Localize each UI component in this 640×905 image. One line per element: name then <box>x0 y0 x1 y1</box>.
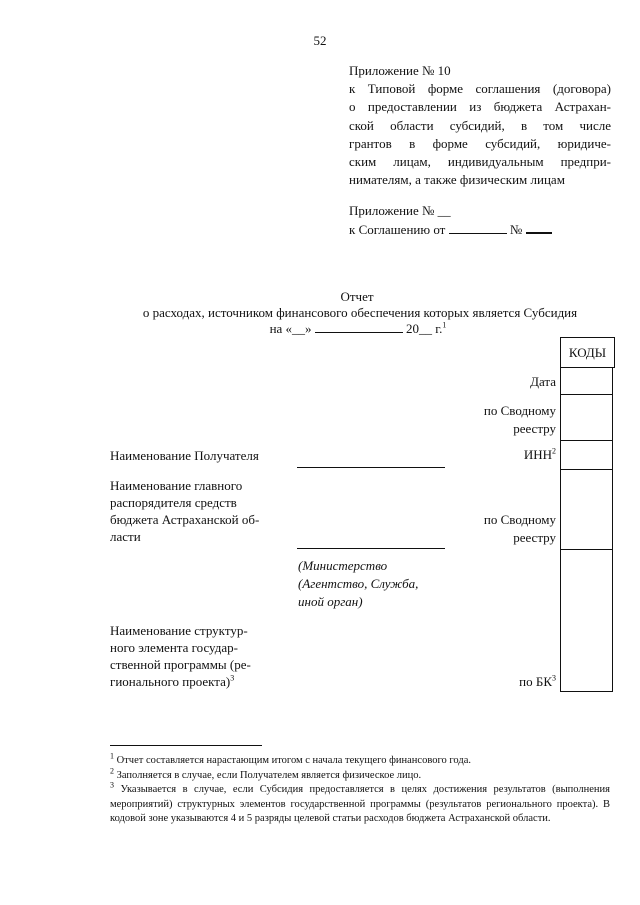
code-cell-registry-2 <box>560 469 613 550</box>
appendix-line: к Типовой форме соглашения (договора) <box>349 81 611 97</box>
agreement-reference-label: к Соглашению от <box>349 222 446 237</box>
code-cell-date <box>560 367 613 395</box>
label-main-manager-line: Наименование главного <box>110 478 243 493</box>
agreement-reference <box>349 220 552 239</box>
footnote-ref-2: 2 <box>552 446 556 456</box>
footnote-2 <box>110 766 610 784</box>
code-cell-inn <box>560 440 613 470</box>
appendix-note <box>349 62 611 189</box>
label-main-manager-line: бюджета Астраханской об- <box>110 512 260 527</box>
label-registry-2-a: по Сводному <box>483 512 556 527</box>
label-structural-line <box>110 673 280 690</box>
label-structural-line: ного элемента государ- <box>110 640 238 655</box>
report-month-blank <box>315 320 403 333</box>
label-inn-text: ИНН <box>523 447 552 462</box>
label-structural-line: ственной программы (ре- <box>110 657 251 672</box>
code-cell-bk <box>560 549 613 692</box>
footnote-3 <box>110 780 610 827</box>
footnote-text: Заполняется в случае, если Получателем является физическое лицо. <box>116 770 422 781</box>
appendix-line: о предоставлении из бюджета Астрахан- <box>349 99 611 115</box>
agreement-number-blank <box>526 220 552 234</box>
label-registry-1-b: реестру <box>513 421 556 436</box>
report-title: Отчет <box>340 289 374 304</box>
codes-header: КОДЫ <box>560 337 615 368</box>
footnote-ref-3b: 3 <box>230 673 235 683</box>
report-subtitle: о расходах, источником финансового обеспечения которых является Субсидия <box>142 305 578 320</box>
label-registry-2-b: реестру <box>513 530 556 545</box>
ministry-note <box>298 557 458 611</box>
label-bk-text: по БК <box>519 674 552 689</box>
label-structural-element <box>110 622 280 690</box>
agreement-date-blank <box>449 221 507 234</box>
footnote-ref-3: 3 <box>552 673 556 683</box>
label-structural-text: гионального проекта) <box>110 674 231 689</box>
label-structural-line: Наименование структур- <box>110 623 248 638</box>
footnote-mark: 3 <box>110 780 114 790</box>
label-main-manager-line: распорядителя средств <box>110 495 237 510</box>
recipient-name-line <box>297 467 445 468</box>
appendix-line: ским лицам, индивидуальным предпри- <box>349 154 611 170</box>
code-cell-registry-1 <box>560 394 613 441</box>
appendix-title: Приложение № 10 <box>349 63 451 78</box>
label-inn <box>420 446 556 463</box>
page-number: 52 <box>313 33 327 48</box>
footnote-text: Указывается в случае, если Субсидия предоставляется в целях достижения результатов (выполнения мероприятий) структурных элементов государственной программы (результатов регионального проекта). В кодовой зоне указываются 4 и 5 разряды целевой статьи расходов бюджета Астраханской области. <box>110 784 610 824</box>
main-manager-line <box>297 548 445 549</box>
footnote-text: Отчет составляется нарастающим итогом с начала текущего финансового года. <box>116 755 471 766</box>
footnote-ref-1: 1 <box>442 320 447 330</box>
footnote-1 <box>110 751 610 769</box>
footnote-mark: 1 <box>110 751 114 761</box>
label-main-manager <box>110 477 280 545</box>
appendix-line: грантов в форме субсидий, юридиче- <box>349 135 611 151</box>
label-bk <box>420 673 556 690</box>
agreement-number-label: № <box>509 222 523 237</box>
ministry-note-line: (Агентство, Служба, <box>298 576 419 591</box>
report-date-year: 20__ г. <box>406 321 443 336</box>
footnote-separator <box>110 745 262 746</box>
agreement-appendix <box>349 202 552 239</box>
ministry-note-line: (Министерство <box>298 558 388 573</box>
footnote-mark: 2 <box>110 766 114 776</box>
label-main-manager-line: ласти <box>110 529 141 544</box>
label-recipient: Наименование Получателя <box>110 448 259 463</box>
report-date-line <box>0 320 640 337</box>
report-date-day: на «__» <box>269 321 312 336</box>
label-registry-1-a: по Сводному <box>483 403 556 418</box>
appendix-line: ской области субсидий, в том числе <box>349 117 611 133</box>
ministry-note-line: иной орган) <box>298 594 363 609</box>
label-date: Дата <box>530 374 556 389</box>
appendix-line: нимателям, а также физическим лицам <box>349 172 565 188</box>
agreement-appendix-number: Приложение № __ <box>349 203 451 218</box>
